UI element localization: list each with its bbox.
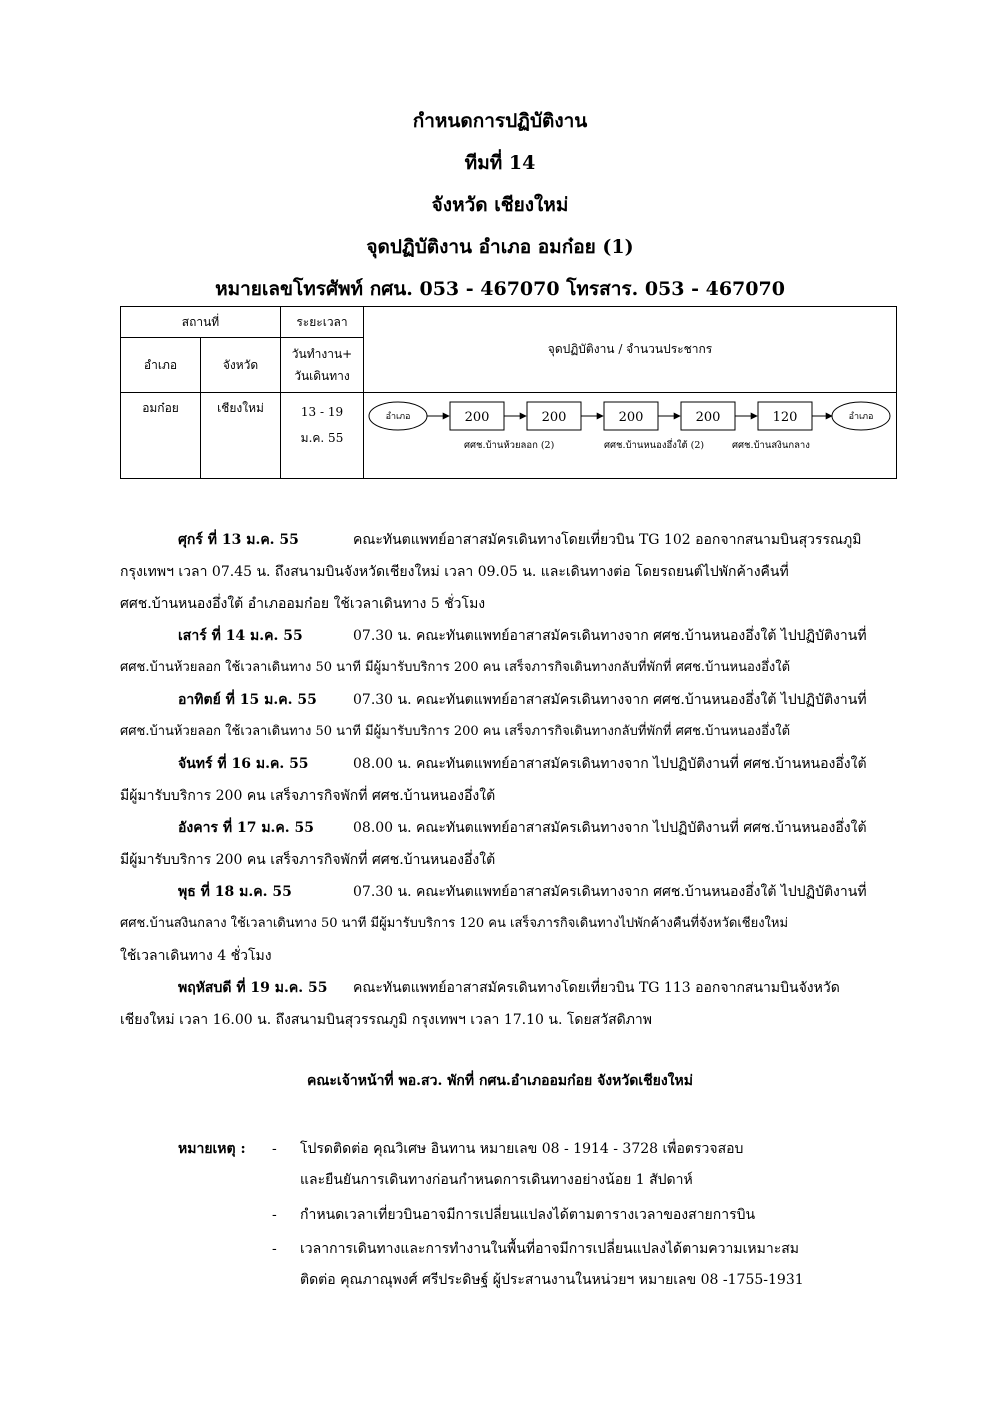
note-text: เวลาการเดินทางและการทำงานในพื้นที่อาจมีการเปลี่ยนแปลงได้ตามความเหมาะสม bbox=[300, 1241, 800, 1257]
note-text: และยืนยันการเดินทางก่อนกำหนดการเดินทางอย่างน้อย 1 สัปดาห์ bbox=[300, 1172, 693, 1188]
header-place: สถานที่ bbox=[121, 307, 281, 338]
schedule-table bbox=[120, 306, 897, 479]
header-workdays-line2: วันเดินทาง bbox=[294, 369, 350, 383]
title-block bbox=[0, 100, 1000, 310]
day-label: จันทร์ ที่ 16 ม.ค. 55 bbox=[178, 756, 309, 772]
flow-caption-3: ศศช.บ้านสงินกลาง bbox=[732, 440, 810, 451]
day-text: ศศช.บ้านหนองอึ่งใต้ อำเภออมก๋อย ใช้เวลาเดินทาง 5 ชั่วโมง bbox=[120, 596, 486, 612]
schedule-day-13 bbox=[120, 524, 902, 620]
row-dates bbox=[281, 393, 364, 479]
site-heading: จุดปฏิบัติงาน อำเภอ อมก๋อย (1) bbox=[366, 236, 634, 258]
row-dates-line1: 13 - 19 bbox=[300, 405, 344, 419]
notes-label: หมายเหตุ : bbox=[178, 1141, 246, 1157]
header-district: อำเภอ bbox=[121, 338, 201, 393]
day-label: ศุกร์ ที่ 13 ม.ค. 55 bbox=[178, 532, 299, 548]
flow-end-label: อำเภอ bbox=[848, 412, 874, 422]
flow-start-label: อำเภอ bbox=[385, 412, 411, 422]
day-text: คณะทันตแพทย์อาสาสมัครเดินทางโดยเที่ยวบิน TG 102 ออกจากสนามบินสุวรรณภูมิ bbox=[353, 532, 862, 548]
header-workdays bbox=[281, 338, 364, 393]
day-text: คณะทันตแพทย์อาสาสมัครเดินทางโดยเที่ยวบิน TG 113 ออกจากสนามบินจังหวัด bbox=[353, 980, 840, 996]
day-label: อังคาร ที่ 17 ม.ค. 55 bbox=[178, 820, 315, 836]
province-heading: จังหวัด เชียงใหม่ bbox=[431, 194, 569, 216]
team-number: ทีมที่ 14 bbox=[464, 152, 536, 174]
day-text: 08.00 น. คณะทันตแพทย์อาสาสมัครเดินทางจาก ไปปฏิบัติงานที่ ศศช.บ้านหนองอึ่งใต้ bbox=[353, 756, 867, 772]
flow-value-2: 200 bbox=[541, 410, 567, 425]
signature-line: คณะเจ้าหน้าที่ พอ.สว. พักที่ กศน.อำเภออมก๋อย จังหวัดเชียงใหม่ bbox=[307, 1073, 693, 1089]
schedule-day-18 bbox=[120, 876, 902, 972]
note-dash: - bbox=[272, 1141, 277, 1157]
header-workdays-line1: วันทำงาน+ bbox=[291, 347, 353, 361]
note-item-2 bbox=[272, 1200, 890, 1231]
flow-value-4: 200 bbox=[695, 410, 721, 425]
flow-cell bbox=[364, 393, 897, 479]
day-label: อาทิตย์ ที่ 15 ม.ค. 55 bbox=[178, 692, 317, 708]
header-duration: ระยะเวลา bbox=[281, 307, 364, 338]
flow-diagram bbox=[364, 393, 898, 479]
doc-title: กำหนดการปฏิบัติงาน bbox=[412, 110, 588, 132]
day-text: ศศช.บ้านสงินกลาง ใช้เวลาเดินทาง 50 นาที มีผู้มารับบริการ 120 คน เสร็จภารกิจเดินทางไปพักค้างคืนที่จังหวัดเชียงใหม่ bbox=[120, 916, 789, 931]
day-text: ศศช.บ้านห้วยลอก ใช้เวลาเดินทาง 50 นาที มีผู้มารับบริการ 200 คน เสร็จภารกิจเดินทางกลับที่พักที่ ศศช.บ้านหนองอึ่งใต้ bbox=[120, 724, 791, 739]
day-text: กรุงเทพฯ เวลา 07.45 น. ถึงสนามบินจังหวัดเชียงใหม่ เวลา 09.05 น. และเดินทางต่อ โดยรถยนต์ไปพักค้างคืนที่ bbox=[120, 564, 789, 580]
flow-caption-1: ศศช.บ้านห้วยลอก (2) bbox=[464, 440, 555, 451]
day-text: มีผู้มารับบริการ 200 คน เสร็จภารกิจพักที่ ศศช.บ้านหนองอึ่งใต้ bbox=[120, 852, 496, 868]
flow-value-1: 200 bbox=[464, 410, 490, 425]
schedule-day-15 bbox=[120, 684, 902, 748]
row-dates-line2: ม.ค. 55 bbox=[300, 431, 344, 445]
flow-value-5: 120 bbox=[772, 410, 798, 425]
schedule-day-17 bbox=[120, 812, 902, 876]
header-province: จังหวัด bbox=[201, 338, 281, 393]
day-text: เชียงใหม่ เวลา 16.00 น. ถึงสนามบินสุวรรณภูมิ กรุงเทพฯ เวลา 17.10 น. โดยสวัสดิภาพ bbox=[120, 1012, 653, 1028]
day-text: 07.30 น. คณะทันตแพทย์อาสาสมัครเดินทางจาก ศศช.บ้านหนองอึ่งใต้ ไปปฏิบัติงานที่ bbox=[353, 884, 867, 900]
flow-value-3: 200 bbox=[618, 410, 644, 425]
note-text: กำหนดเวลาเที่ยวบินอาจมีการเปลี่ยนแปลงได้ตามตารางเวลาของสายการบิน bbox=[300, 1207, 756, 1223]
note-item-1 bbox=[272, 1134, 890, 1196]
day-text: ศศช.บ้านห้วยลอก ใช้เวลาเดินทาง 50 นาที มีผู้มารับบริการ 200 คน เสร็จภารกิจเดินทางกลับที่พักที่ ศศช.บ้านหนองอึ่งใต้ bbox=[120, 660, 791, 675]
schedule-day-16 bbox=[120, 748, 902, 812]
header-points: จุดปฏิบัติงาน / จำนวนประชากร bbox=[364, 307, 897, 393]
day-text: 08.00 น. คณะทันตแพทย์อาสาสมัครเดินทางจาก ไปปฏิบัติงานที่ ศศช.บ้านหนองอึ่งใต้ bbox=[353, 820, 867, 836]
schedule-day-14 bbox=[120, 620, 902, 684]
day-text: 07.30 น. คณะทันตแพทย์อาสาสมัครเดินทางจาก ศศช.บ้านหนองอึ่งใต้ ไปปฏิบัติงานที่ bbox=[353, 692, 867, 708]
note-text: ติดต่อ คุณภาณุพงศ์ ศรีประดิษฐ์ ผู้ประสานงานในหน่วยฯ หมายเลข 08 -1755-1931 bbox=[300, 1272, 804, 1288]
day-label: พุธ ที่ 18 ม.ค. 55 bbox=[178, 884, 292, 900]
schedule-day-19 bbox=[120, 972, 902, 1036]
day-label: พฤหัสบดี ที่ 19 ม.ค. 55 bbox=[178, 980, 328, 996]
schedule-body bbox=[120, 524, 902, 1036]
flow-caption-2: ศศช.บ้านหนองอึ่งใต้ (2) bbox=[604, 440, 705, 451]
note-item-3 bbox=[272, 1234, 890, 1296]
note-dash: - bbox=[272, 1207, 277, 1223]
day-text: มีผู้มารับบริการ 200 คน เสร็จภารกิจพักที่ ศศช.บ้านหนองอึ่งใต้ bbox=[120, 788, 496, 804]
day-text: 07.30 น. คณะทันตแพทย์อาสาสมัครเดินทางจาก ศศช.บ้านหนองอึ่งใต้ ไปปฏิบัติงานที่ bbox=[353, 628, 867, 644]
row-district: อมก๋อย bbox=[121, 393, 201, 479]
day-label: เสาร์ ที่ 14 ม.ค. 55 bbox=[178, 628, 303, 644]
day-text: ใช้เวลาเดินทาง 4 ชั่วโมง bbox=[120, 948, 272, 964]
note-text: โปรดติดต่อ คุณวิเศษ อินทาน หมายเลข 08 - 1914 - 3728 เพื่อตรวจสอบ bbox=[300, 1141, 744, 1157]
row-province: เชียงใหม่ bbox=[201, 393, 281, 479]
note-dash: - bbox=[272, 1241, 277, 1257]
phone-heading: หมายเลขโทรศัพท์ กศน. 053 - 467070 โทรสาร. 053 - 467070 bbox=[215, 278, 785, 300]
